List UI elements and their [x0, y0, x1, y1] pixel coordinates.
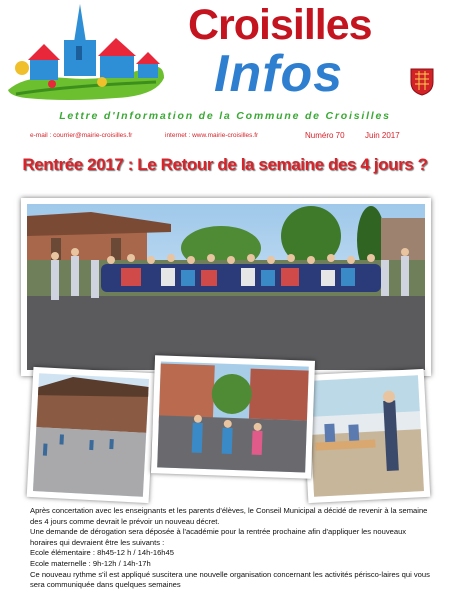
schedule-elementary: Ecole élémentaire : 8h45-12 h / 14h-16h45: [30, 548, 174, 558]
photo-classroom: [302, 369, 431, 503]
photo-school-playground: [27, 367, 156, 503]
village-logo: [6, 2, 166, 102]
issue-date: Juin 2017: [365, 131, 400, 140]
tagline: Lettre d'Information de la Commune de Croisilles: [59, 110, 391, 122]
paragraph-concertation: Après concertation avec les enseignants et les parents d'élèves, le Conseil Municipal a décidé de revenir à la semaine des 4 jours comme devrait le prévoir un nouveau décret.: [30, 506, 428, 526]
title-infos: Infos: [214, 45, 344, 103]
issue-number: Numéro 70: [305, 131, 345, 140]
article-body: [30, 506, 430, 591]
title-croisilles: Croisilles: [188, 1, 372, 49]
paragraph-rythme: Ce nouveau rythme s'il est appliqué suscitera une nouvelle organisation concernant les activités périsco-laires qui vous sera communiquée dans quelques semaines: [30, 569, 430, 590]
paragraph-derogation: Une demande de dérogation sera déposée à l'académie pour la rentrée prochaine afin d'appliquer les nouveaux horaires qui devraient être les suivants :: [30, 527, 407, 547]
article-headline: Rentrée 2017 : Le Retour de la semaine des 4 jours ?: [22, 155, 428, 174]
group-photo-schoolyard: [21, 198, 431, 376]
photo-school-courtyard: [151, 355, 315, 479]
coat-of-arms-icon: [410, 68, 434, 96]
schedule-maternelle: Ecole maternelle : 9h-12h / 14h-17h: [30, 558, 151, 568]
contact-website: internet : www.mairie-croisilles.fr: [165, 132, 259, 139]
contact-email: e-mail : courrier@mairie-croisilles.fr: [30, 132, 133, 139]
